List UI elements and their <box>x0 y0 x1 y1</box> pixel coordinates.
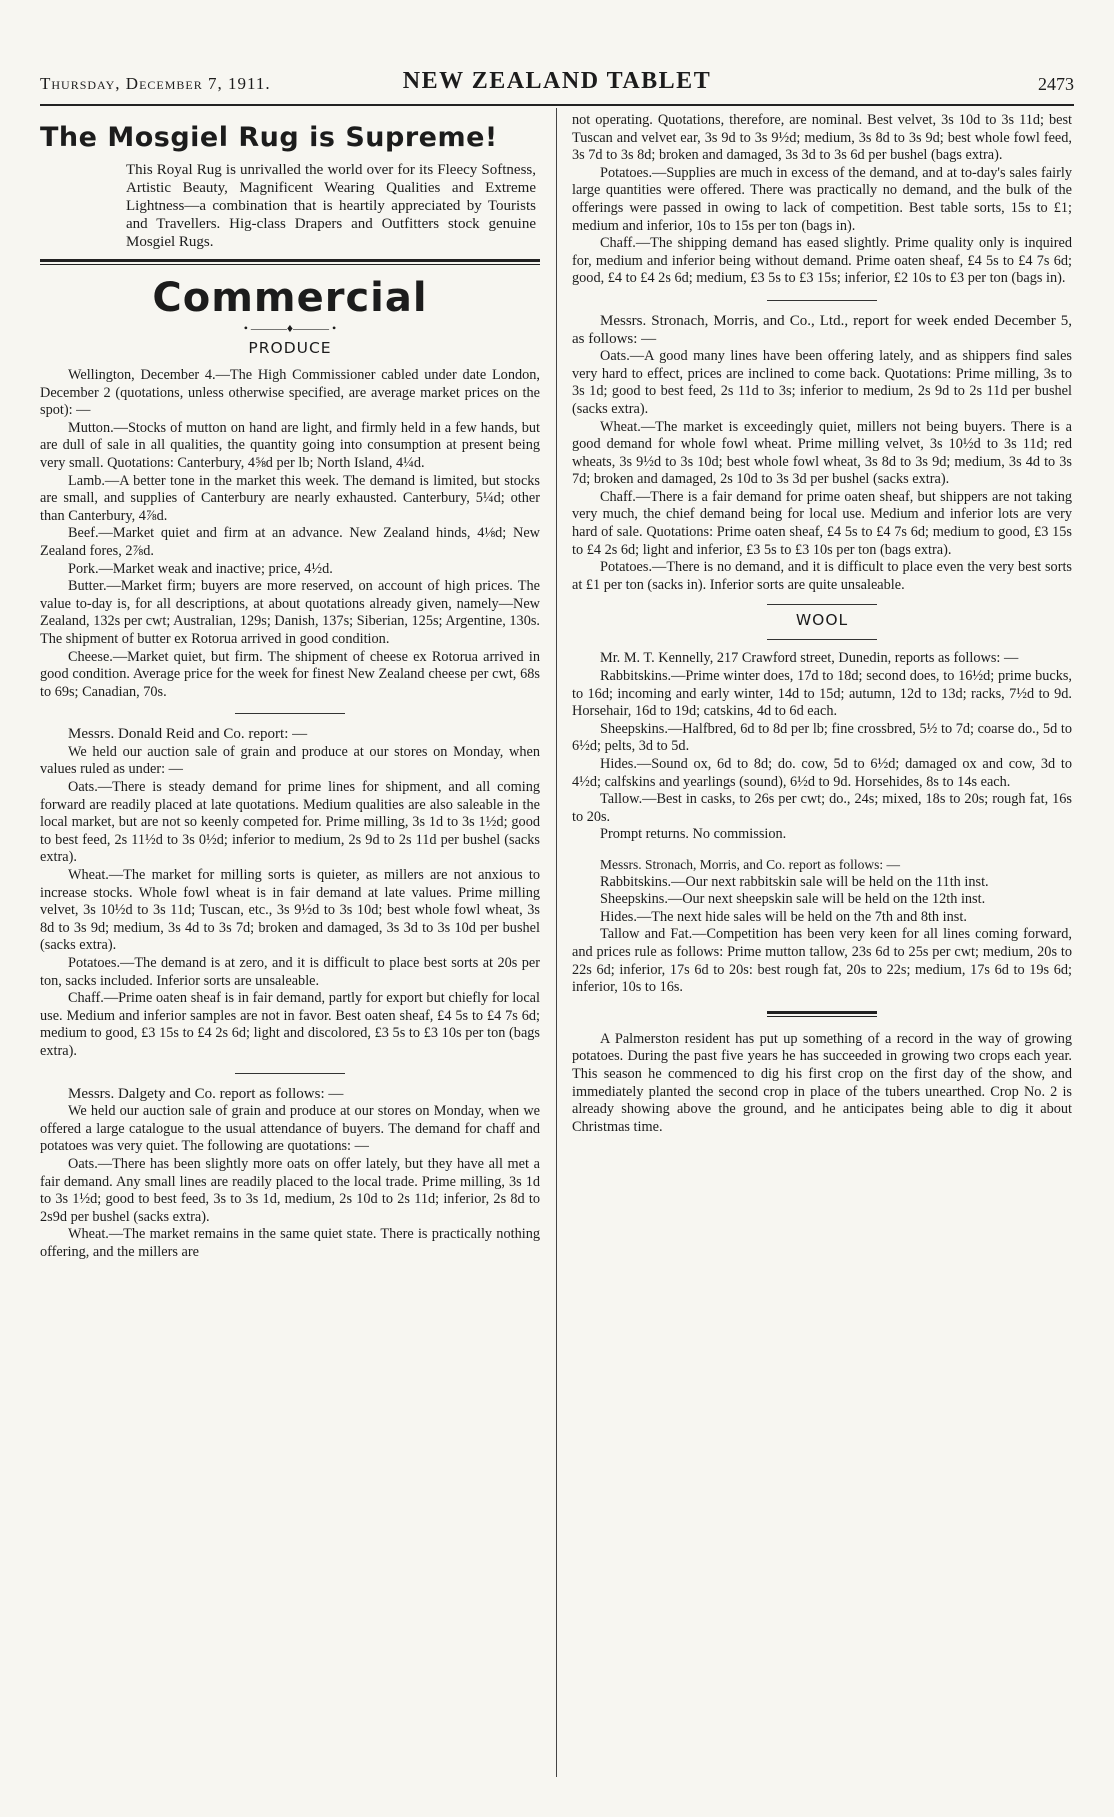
spacer <box>572 844 1072 856</box>
separator-rule <box>767 300 877 301</box>
report-title-reid: Messrs. Donald Reid and Co. report: — <box>68 726 308 743</box>
paragraph: Sheepskins.—Halfbred, 6d to 8d per lb; fine crossbred, 5½ to 7d; coarse do., 5d to 6½d; pelts, 3d to 5d. <box>572 720 1072 755</box>
paragraph: Lamb.—A better tone in the market this week. The demand is limited, but stocks are small, and supplies of Canterbury are nearly exhausted. Canterbury, 5¼d; other than Canterbury, 4⅞d. <box>40 472 540 524</box>
paragraph: Chaff.—There is a fair demand for prime oaten sheaf, but shippers are not taking very much, the chief demand being for local use. Medium and inferior lots are very hard of sale. Quotations: Prime oaten sheaf, £4 5s to £4 7s 6d; medium to good, £3 15s to £4 2s 6d; light and inferior, £3 5s to £3 10s per ton (bags extra). <box>572 488 1072 558</box>
paragraph: Chaff.—The shipping demand has eased slightly. Prime quality only is inquired for, medium and inferior being without demand. Prime oaten sheaf, £4 5s to £4 7s 6d; good, £4 to £4 2s 6d; medium, £3 5s to £3 15s; inferior, £2 10s to £3 per ton (bags in). <box>572 235 1072 287</box>
paragraph: A Palmerston resident has put up something of a record in the way of growing potatoes. During the past five years he has succeeded in growing two crops each year. This season he commenced to dig his first crop on the first day of the show, and immediately planted the second crop in place of the tubers unearthed. Crop No. 2 is already showing above the ground, and he anticipates being able to dig it about Christmas time. <box>572 1030 1072 1135</box>
paragraph: not operating. Quotations, therefore, are nominal. Best velvet, 3s 10d to 3s 11d; best Tuscan and velvet ear, 3s 9d to 3s 9½d; medium, 3s 8d to 3s 9d; best whole fowl feed, 3s 7d to 3s 8d; broken and damaged, 3s 3d to 3s 6d per bushel (bags extra). <box>572 112 1072 164</box>
separator-rule <box>767 639 877 640</box>
ornament-divider: • ———♦——— • <box>243 321 337 335</box>
advert-rule-heavy <box>40 259 540 262</box>
right-column <box>572 112 1072 1789</box>
paragraph: Rabbitskins.—Prime winter does, 17d to 18d; second does, to 16½d; prime bucks, to 16d; incoming and early winter, 14d to 15d; autumn, 12d to 13d; racks, 7½d to 9d. Horsehair, 16d to 19d; catskins, 4d to 6d each. <box>572 668 1072 720</box>
paragraph: Potatoes.—There is no demand, and it is difficult to place even the very best sorts at £1 per ton (sacks in). Inferior sorts are quite unsaleable. <box>572 559 1072 593</box>
newspaper-title: NEW ZEALAND TABLET <box>402 68 712 94</box>
paragraph: Wheat.—The market for milling sorts is quieter, as millers are not anxious to increase stocks. Whole fowl wheat is in fair demand at late values. Prime milling velvet, 3s 10½d to 3s 11d; Tuscan, etc., 3s 9½d to 3s 10d; best whole fowl wheat, 3s 8d to 3s 9d; medium, 3s 4d to 3s 7d; broken and damaged, 3s 3d to 3s 10d per bushel (sacks extra). <box>40 867 540 954</box>
paragraph: Wellington, December 4.—The High Commissioner cabled under date London, December 2 (quotations, unless otherwise specified, are average market prices on the spot): — <box>40 367 540 419</box>
paragraph: Wheat.—The market is exceedingly quiet, millers not being buyers. There is a good demand for whole fowl wheat. Prime milling velvet, 3s 10½d to 3s 11d; red wheats, 3s 9½d to 3s 10d; best whole fowl wheat, 3s 8d to 3s 9d; medium, 3s 4d to 3s 7d; broken and damaged, 2s 10d to 3s 3d per bushel (sacks extra). <box>572 418 1072 488</box>
paragraph: Oats.—There has been slightly more oats on offer lately, but they have all met a fair demand. Any small lines are readily placed to the local trade. Prime milling, 3s 1d to 3s 1½d; good to best feed, 3s to 3s 1d, medium, 2s 10d to 2s 11d; inferior, 2s 8d to 2s9d per bushel (sacks extra). <box>40 1155 540 1225</box>
section-title-commercial: Commercial <box>152 275 428 321</box>
paragraph: Potatoes.—Supplies are much in excess of the demand, and at to-day's sales fairly large quantities were offered. There was practically no demand, and the bulk of the offerings were passed in owing to lack of competition. Best table sorts, 15s to £1; medium and inferior, 10s to 15s per ton (bags in). <box>572 164 1072 234</box>
left-column <box>40 112 540 1789</box>
paragraph: Oats.—A good many lines have been offering lately, and as shippers find sales very hard to effect, prices are inclined to come back. Quotations: Prime milling, 3s to 3s 1d; good to best feed, 2s 11d to 3s; inferior to medium, 2s 9d to 2s 11d per bushel (sacks extra). <box>572 348 1072 417</box>
paragraph: Mr. M. T. Kennelly, 217 Crawford street, Dunedin, reports as follows: — <box>600 650 1019 667</box>
double-rule-divider <box>767 1011 877 1017</box>
issue-date: Thursday, December 7, 1911. <box>40 74 271 93</box>
paragraph: Cheese.—Market quiet, but firm. The shipment of cheese ex Rotorua arrived in good condition. Average price for the week for finest New Zealand cheese per cwt, 68s to 69s; Canadian, 70s. <box>40 648 540 700</box>
paragraph: We held our auction sale of grain and produce at our stores on Monday, when values ruled as under: — <box>40 743 540 778</box>
paragraph: Prompt returns. No commission. <box>600 826 787 843</box>
paragraph: Rabbitskins.—Our next rabbitskin sale will be held on the 11th inst. <box>600 873 989 890</box>
paragraph: Sheepskins.—Our next sheepskin sale will be held on the 12th inst. <box>600 891 986 908</box>
report-title-stronach: Messrs. Stronach, Morris, and Co., Ltd., report for week ended December 5, as follows: — <box>572 312 1072 347</box>
paragraph: Hides.—The next hide sales will be held on the 7th and 8th inst. <box>600 908 967 925</box>
paragraph: Hides.—Sound ox, 6d to 8d; do. cow, 5d to 6½d; damaged ox and cow, 3d to 4½d; calfskins and yearlings (sound), 6½d to 9d. Horsehides, 8s to 14s each. <box>572 756 1072 790</box>
paragraph: Mutton.—Stocks of mutton on hand are light, and firmly held in a few hands, but are dull of sale in all qualities, the quantity going into consumption at present being very small. Quotations: Canterbury, 4⅝d per lb; North Island, 4¼d. <box>40 419 540 471</box>
paragraph: We held our auction sale of grain and produce at our stores on Monday, when we offered a large catalogue to the usual attendance of buyers. The demand for chaff and potatoes was very quiet. The following are quotations: — <box>40 1103 540 1155</box>
subhead-wool: WOOL <box>795 611 849 630</box>
paragraph: Wheat.—The market remains in the same quiet state. There is practically nothing offering, and the millers are <box>40 1226 540 1260</box>
subhead-produce: PRODUCE <box>248 339 332 357</box>
paragraph: Potatoes.—The demand is at zero, and it is difficult to place best sorts at 20s per ton, sacks included. Inferior sorts are unsaleable. <box>40 955 540 989</box>
masthead <box>40 68 1074 102</box>
paragraph: Chaff.—Prime oaten sheaf is in fair demand, partly for export but chiefly for local use. Medium and inferior samples are not in favor. Best oaten sheaf, £4 5s to £4 7s 6d; medium to good, £3 15s to £4 2s 6d; light and discolored, £3 5s to £3 10s per ton (bags extra). <box>40 990 540 1059</box>
advert-rule-light <box>40 264 540 265</box>
page-number: 2473 <box>1038 74 1074 94</box>
column-divider <box>556 108 557 1777</box>
separator-rule <box>235 713 345 714</box>
report-title-stronach-wool: Messrs. Stronach, Morris, and Co. report as follows: — <box>600 856 900 872</box>
report-title-dalgety: Messrs. Dalgety and Co. report as follows: — <box>68 1085 344 1102</box>
paragraph: Butter.—Market firm; buyers are more reserved, on account of high prices. The value to-day is, for all descriptions, at about quotations already given, namely—New Zealand, 132s per cwt; Australian, 129s; Danish, 137s; Siberian, 125s; Argentine, 130s. The shipment of butter ex Rotorua arrived in good condition. <box>40 578 540 647</box>
paragraph: Tallow and Fat.—Competition has been very keen for all lines coming forward, and prices rule as follows: Prime mutton tallow, 23s 6d to 25s per cwt; medium, 20s to 22s 6d; inferior, 17s 6d to 20s: best rough fat, 20s to 22s; medium, 17s 6d to 19s 6d; inferior, 10s to 16s. <box>572 926 1072 996</box>
paragraph: Pork.—Market weak and inactive; price, 4½d. <box>68 560 333 577</box>
masthead-rule <box>40 104 1074 106</box>
separator-rule <box>767 604 877 605</box>
separator-rule <box>235 1073 345 1074</box>
advert-body: This Royal Rug is unrivalled the world over for its Fleecy Softness, Artistic Beauty, Magnificent Wearing Qualities and Extreme Lightness—a combination that is heartily appreciated by Tourists and Travellers. Hig-class Drapers and Outfitters stock genuine Mosgiel Rugs. <box>126 162 536 250</box>
paragraph: Beef.—Market quiet and firm at an advance. New Zealand hinds, 4⅛d; New Zealand fores, 2⅞d. <box>40 525 540 559</box>
paragraph: Tallow.—Best in casks, to 26s per cwt; do., 24s; mixed, 18s to 20s; rough fat, 16s to 20s. <box>572 791 1072 825</box>
advert-title: The Mosgiel Rug is Supreme! <box>40 122 498 153</box>
paragraph: Oats.—There is steady demand for prime lines for shipment, and all coming forward are readily placed at late quotations. Medium qualities are also saleable in the local market, but are not so keenly competed for. Prime milling, 3s 1d to 3s 1½d; good to best feed, 2s 11½d to 3s 0½d; inferior to medium, 2s 9d to 2s 11d per bushel (sacks extra). <box>40 779 540 866</box>
